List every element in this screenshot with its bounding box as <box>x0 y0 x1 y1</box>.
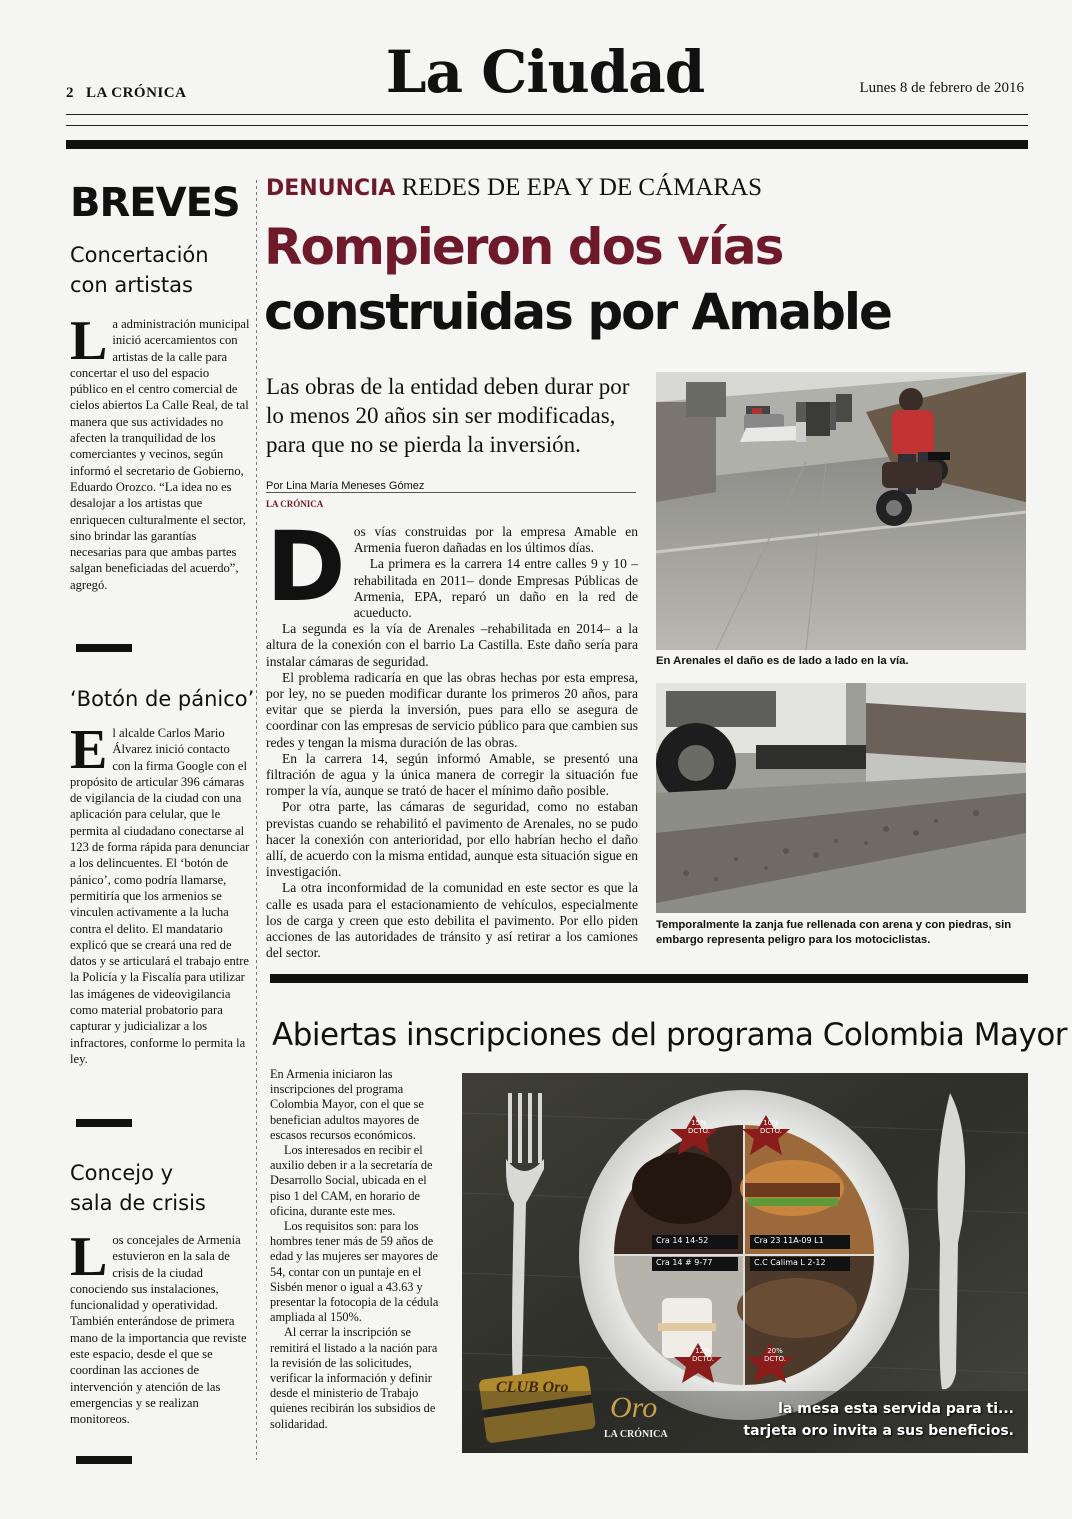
photo-street-motorcycle <box>656 372 1026 650</box>
discount-label: 10% DCTO. <box>759 1119 782 1135</box>
page-number: 2 <box>66 85 74 101</box>
section-rule <box>270 974 1028 983</box>
breves-label: BREVES <box>70 180 240 226</box>
colombia-mayor-paragraph: Los interesados en recibir el auxilio deben ir a la secretaría de Desarrollo Social, ubicada en el piso 1 del CAM, en horario de oficina, durante este mes. <box>270 1143 433 1218</box>
brief-1-text <box>70 310 250 593</box>
story-body <box>266 511 638 961</box>
byline-rule <box>266 492 636 493</box>
photo-street-motorcycle-image <box>656 372 1026 650</box>
story-paragraph: La primera es la carrera 14 entre calles 9 y 10 –rehabilitada en 2011– donde Empresas Públicas de Armenia, EPA, reparó un daño en la red de acueducto. <box>353 556 638 621</box>
brief-1-dropcap: L <box>70 310 108 372</box>
story-paragraph: Dos vías construidas por la empresa Amable en Armenia fueron dañadas en los últimos días. <box>266 511 638 623</box>
brief-1-title-line1: Concertación <box>70 243 209 267</box>
advert-club-oro <box>462 1073 1028 1453</box>
header-rule-thick <box>66 140 1028 149</box>
story-paragraph: Por otra parte, las cámaras de seguridad, como no estaban previstas cuando se rehabilitó el pavimento de Arenales, no se pudo hacer la conexión con anterioridad, por ello habrían hecho el daño allí, de acuerdo con la misma entidad, aunque esta situación sigue en investigación. <box>266 799 638 880</box>
brief-3-title <box>70 1158 206 1218</box>
story-dropcap: D <box>266 511 346 623</box>
issue-date: Lunes 8 de febrero de 2016 <box>859 80 1024 96</box>
brief-3-title-line1: Concejo y <box>70 1161 174 1185</box>
brief-1-title <box>70 240 209 300</box>
story-paragraph: El problema radicaría en que las obras hechas por esta empresa, por ley, no se pueden modificar durante los primeros 20 años, para evitar que se pierda la inversión, pues para ello se asegura de coordinar con las empresas de servicio público para que cambien sus redes y tengan la misma duración de las obras. <box>266 669 638 750</box>
photo-trench-truck <box>656 683 1026 913</box>
headline-line-1: Rompieron dos vías <box>264 218 783 276</box>
card-label: CLUB Oro <box>496 1379 569 1396</box>
discount-label: 15% DCTO. <box>687 1119 710 1135</box>
section-bar <box>76 1119 132 1127</box>
address-label: Cra 14 14-52 <box>656 1236 709 1245</box>
story-paragraph: La segunda es la vía de Arenales –rehabilitada en 2014– a la altura de la conexión con el barrio La Castilla. Este daño sería para instalar cámaras de seguridad. <box>266 621 638 669</box>
brief-1-title-line2: con artistas <box>70 273 193 297</box>
brief-3-body: os concejales de Armenia estuvieron en la sala de crisis de la ciudad conociendo sus instalaciones, funcionalidad y operatividad. También enterándose de primera mano de la importancia que reviste este espacio, desde el que se coordinan las acciones de intervención y atención de las emergencias y se realizan monitoreos. <box>70 1233 247 1427</box>
headline-line-2: construidas por Amable <box>264 283 891 341</box>
story-paragraph: La otra inconformidad de la comunidad en este sector es que la calle es usada para el estacionamiento de vehículos, especialmente los de carga y creen que esto debilita el pavimento. Por ello piden acciones de las autoridades de tránsito y así retirar a los camiones del sector. <box>266 880 638 961</box>
discount-label: 20% DCTO. <box>763 1347 786 1363</box>
story-deck: Las obras de la entidad deben durar por lo menos 20 años sin ser modificadas, para que no se pierda la inversión. <box>266 374 630 457</box>
header-rule-thin <box>66 114 1028 115</box>
slogan-line-1: la mesa esta servida para ti... <box>778 1401 1014 1417</box>
photo-caption-2: Temporalmente la zanja fue rellenada con arena y con piedras, sin embargo representa peligro para los motociclistas. <box>656 919 1012 946</box>
brief-3-title-line2: sala de crisis <box>70 1191 206 1215</box>
address-label: Cra 14 # 9-77 <box>656 1258 713 1267</box>
club-oro-logo: Oro <box>610 1391 658 1424</box>
address-label: C.C Calima L 2-12 <box>754 1258 826 1267</box>
section-bar <box>76 644 132 652</box>
kicker-text: REDES DE EPA Y DE CÁMARAS <box>395 174 763 201</box>
club-oro-paper: LA CRÓNICA <box>604 1429 668 1440</box>
colombia-mayor-paragraph: Al cerrar la inscripción se remitirá el listado a la nación para la revisión de las solicitudes, verificar la información y definir desde el ministerio de Trabajo quienes recibirán los subsidios de solidaridad. <box>270 1325 438 1431</box>
brief-2-title-line1: ‘Botón de pánico’ <box>70 687 255 711</box>
slogan-line-2: tarjeta oro invita a sus beneficios. <box>743 1423 1014 1439</box>
photo-caption-1: En Arenales el daño es de lado a lado en la vía. <box>656 655 909 667</box>
byline: Por Lina María Meneses Gómez <box>266 480 425 492</box>
section-title: La Ciudad <box>385 38 705 106</box>
brief-2-dropcap: E <box>70 719 108 781</box>
byline-paper: LA CRÓNICA <box>266 499 324 509</box>
paper-name: LA CRÓNICA <box>86 85 187 101</box>
kicker-label: DENUNCIA <box>266 176 396 201</box>
column-divider <box>256 180 257 1460</box>
brief-2-body: l alcalde Carlos Mario Álvarez inició contacto con la firma Google con el propósito de articular 396 cámaras de vigilancia de la ciudad con una aplicación para celular, que le permita al ciudadano conectarse al 123 de forma rápida para denunciar a los delincuentes. El ‘botón de pánico’, como podría llamarse, permitiría que los armenios se vinculen activamente a la lucha contra el delito. El mandatario explicó que se creará una red de datos y se articulará el trabajo entre la Policía y la Fiscalía para utilizar las imágenes de videovigilancia como material probatorio para capturar y judicializar a los infractores, conforme lo permita la ley. <box>70 726 250 1066</box>
colombia-mayor-paragraph: Los requisitos son: para los hombres tener más de 59 años de edad y las mujeres ser mayores de 54, contar con un puntaje en el Sisbén menor o igual a 43.63 y presentar la fotocopia de la cédula ampliada al 150%. <box>270 1219 439 1325</box>
kicker <box>266 174 762 202</box>
section-bar <box>76 1456 132 1464</box>
brief-2-text <box>70 719 250 1067</box>
photo-trench-truck-image <box>656 683 1026 913</box>
colombia-mayor-paragraph: En Armenia iniciaron las inscripciones del programa Colombia Mayor, con el que se benefician adultos mayores de escasos recursos económicos. <box>270 1067 424 1142</box>
discount-label: 12% DCTO. <box>691 1347 714 1363</box>
colombia-mayor-body <box>270 1067 448 1432</box>
address-label: Cra 23 11A-09 L1 <box>754 1236 824 1245</box>
brief-2-title <box>70 684 254 714</box>
header-rule-thin-2 <box>66 125 1028 126</box>
brief-1-body: a administración municipal inició acercamientos con artistas de la calle para concertar el uso del espacio público en el centro comercial de cielos abiertos La Calle Real, de tal manera que sus actividades no afecten la tranquilidad de los comerciantes y vecinos, según informó el secretario de Gobierno, Eduardo Orozco. “La idea no es desalojar a los artistas que enriquecen culturalmente el sector, sino brindar las garantías necesarias para que ambas partes salgan beneficiadas del acuerdo”, agregó. <box>70 317 250 592</box>
colombia-mayor-title: Abiertas inscripciones del programa Colombia Mayor <box>272 1017 1068 1053</box>
brief-3-text <box>70 1226 250 1428</box>
brief-3-dropcap: L <box>70 1226 108 1288</box>
story-paragraph: En la carrera 14, según informó Amable, se presentó una filtración de agua y la única manera de corregir la situación fue romper la vía, aunque se trató de hacer el mínimo daño posible. <box>266 750 638 799</box>
